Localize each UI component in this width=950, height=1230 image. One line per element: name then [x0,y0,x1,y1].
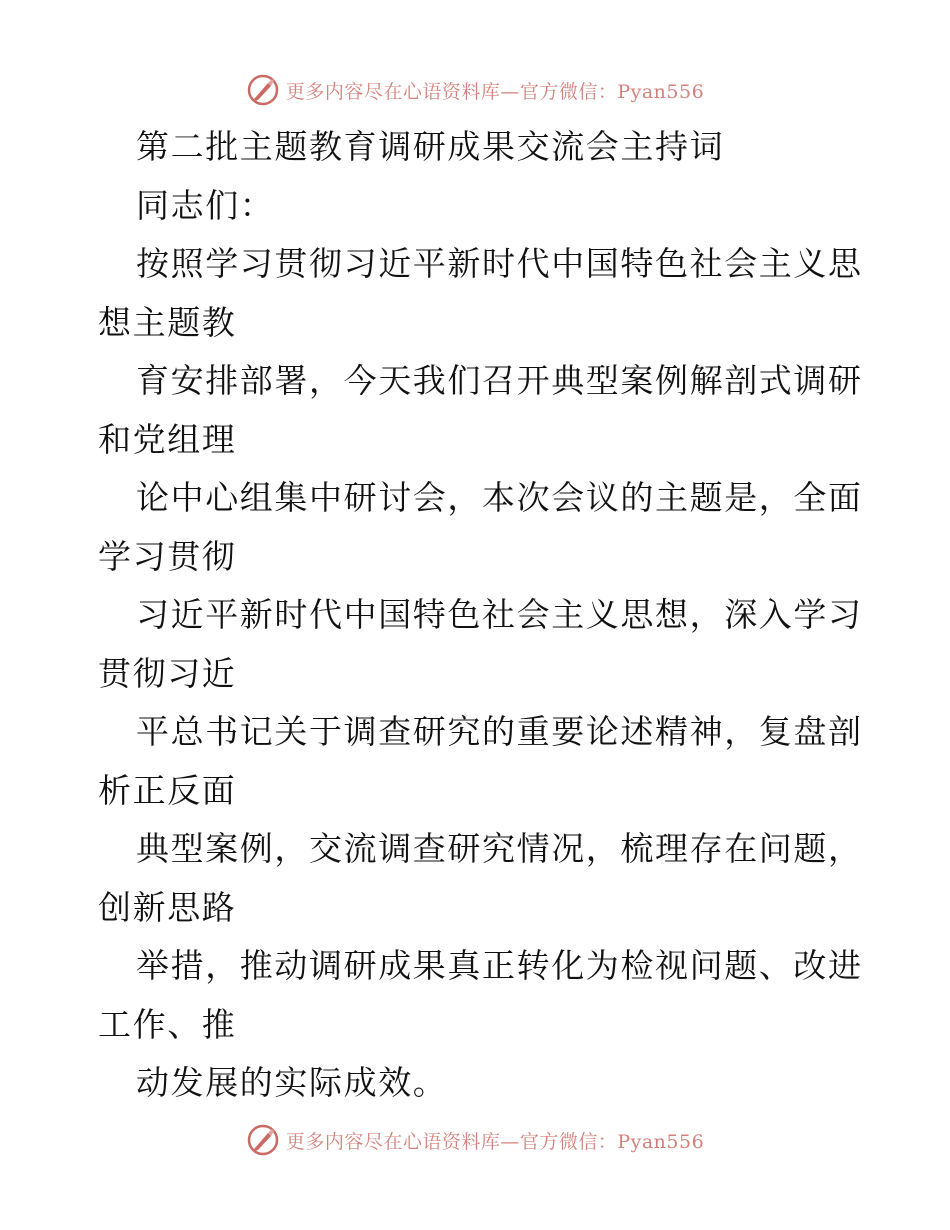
paragraph-line: 想主题教 [98,302,237,342]
paragraph-line: 工作、推 [98,1004,237,1044]
paragraph-line: 育安排部署，今天我们召开典型案例解剖式调研 [136,361,863,400]
document-body [98,118,863,1113]
pen-logo-icon [246,1123,280,1157]
paragraph-line: 贯彻习近 [98,653,237,693]
header-watermark [0,70,950,110]
watermark-text: 更多内容尽在心语资料库—官方微信：Pyan556 [285,80,705,103]
paragraph-line: 举措，推动调研成果真正转化为检视问题、改进 [136,946,863,985]
paragraph-line: 析正反面 [98,770,237,810]
footer-watermark [0,1120,950,1160]
paragraph-line: 平总书记关于调查研究的重要论述精神，复盘剖 [136,712,863,751]
paragraph-line: 动发展的实际成效。 [136,1063,448,1102]
paragraph-line: 按照学习贯彻习近平新时代中国特色社会主义思 [136,244,863,283]
paragraph-line: 论中心组集中研讨会，本次会议的主题是，全面 [136,478,863,517]
paragraph-line: 和党组理 [98,419,237,459]
paragraph-line: 典型案例，交流调查研究情况，梳理存在问题， [136,829,863,868]
paragraph-line: 习近平新时代中国特色社会主义思想，深入学习 [136,595,863,634]
pen-logo-icon [246,73,280,107]
document-title: 第二批主题教育调研成果交流会主持词 [136,127,725,166]
watermark-text: 更多内容尽在心语资料库—官方微信：Pyan556 [285,1130,705,1153]
paragraph-line: 创新思路 [98,887,237,927]
paragraph-line: 学习贯彻 [98,536,237,576]
salutation: 同志们： [136,185,275,225]
